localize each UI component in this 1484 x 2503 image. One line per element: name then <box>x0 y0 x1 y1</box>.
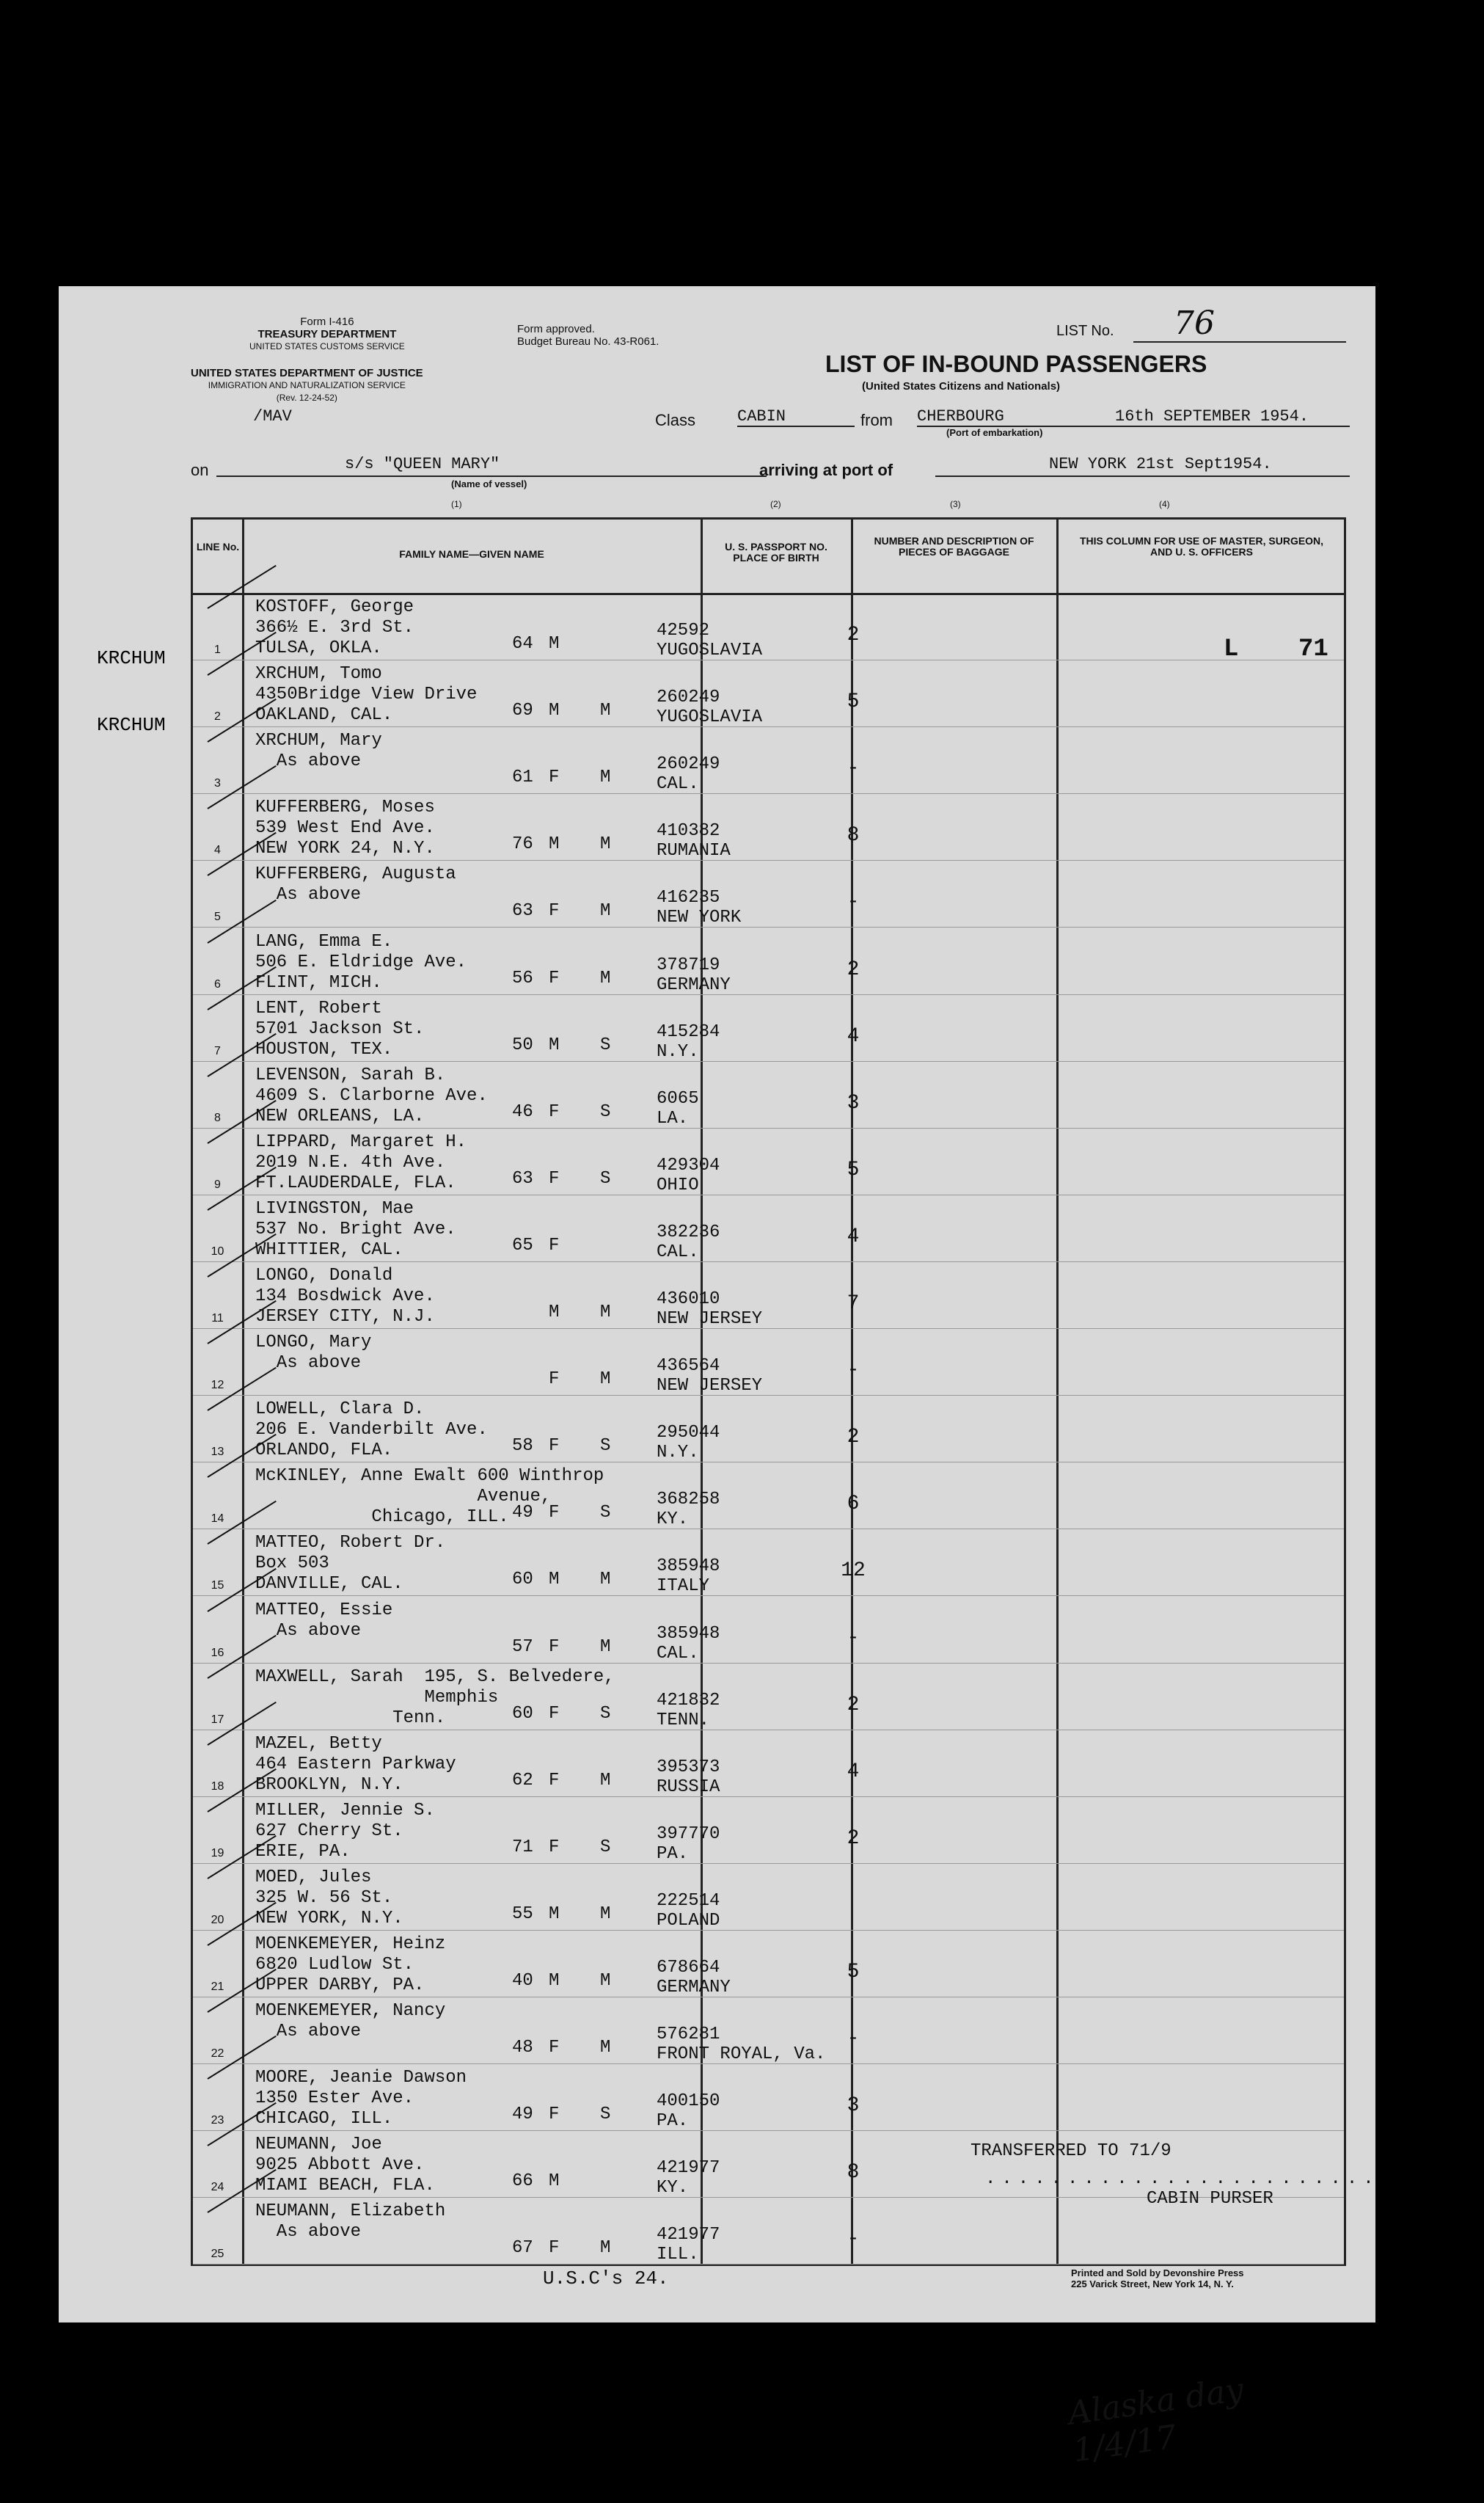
age: 49 <box>512 2105 533 2125</box>
passport-birthplace: 576281 FRONT ROYAL, Va. <box>657 2025 826 2065</box>
passport-birthplace: 385948 ITALY <box>657 1556 720 1597</box>
sex: F <box>549 1168 560 1189</box>
passport-birthplace: 397770 PA. <box>657 1823 720 1864</box>
embarkation-date: 16th SEPTEMBER 1954. <box>1115 407 1309 426</box>
passenger-name-address: LOWELL, Clara D. 206 E. Vanderbilt Ave. ORLANDO, FLA. <box>255 1399 488 1461</box>
line-number: 15 <box>211 1579 224 1592</box>
marital-status: M <box>600 701 611 721</box>
baggage-count: 3 <box>847 2094 860 2118</box>
marital-status: S <box>600 1436 611 1457</box>
passenger-name-address: XRCHUM, Tomo 4350Bridge View Drive OAKLAND, CAL. <box>255 664 478 726</box>
sex: M <box>549 1971 560 1991</box>
baggage-count: 8 <box>847 2161 860 2185</box>
table-row <box>193 2063 1344 2131</box>
class-label: Class <box>655 411 696 429</box>
baggage-count: 4 <box>847 1760 860 1783</box>
justice-dept: UNITED STATES DEPARTMENT OF JUSTICE <box>191 367 423 379</box>
baggage-count: - <box>847 757 860 781</box>
table-row <box>193 1395 1344 1462</box>
col-num-4: (4) <box>1159 499 1170 509</box>
passport-birthplace: 416235 NEW YORK <box>657 888 742 928</box>
sex: M <box>549 2171 560 2192</box>
list-number-underline <box>1133 341 1346 343</box>
line-number: 13 <box>211 1446 224 1459</box>
on-label: on <box>191 461 209 479</box>
passenger-name-address: KUFFERBERG, Augusta As above <box>255 864 456 906</box>
officer-note: L 71 <box>1224 635 1328 663</box>
ins-service: IMMIGRATION AND NATURALIZATION SERVICE <box>208 380 406 390</box>
passenger-name-address: MOORE, Jeanie Dawson 1350 Ester Ave. CHICAGO, ILL. <box>255 2068 467 2129</box>
line-number: 6 <box>214 977 221 991</box>
age: 66 <box>512 2171 533 2192</box>
baggage-count: - <box>847 2027 860 2051</box>
passenger-name-address: LANG, Emma E. 506 E. Eldridge Ave. FLINT, MICH. <box>255 931 467 993</box>
table-row <box>193 1930 1344 1997</box>
sex: M <box>549 1035 560 1055</box>
table-row <box>193 1663 1344 1730</box>
baggage-count: 5 <box>847 1158 860 1181</box>
passenger-name-address: LIPPARD, Margaret H. 2019 N.E. 4th Ave. FT.LAUDERDALE, FLA. <box>255 1132 467 1193</box>
line-number: 4 <box>214 844 221 857</box>
marital-status: S <box>600 1703 611 1724</box>
line-number: 3 <box>214 777 221 790</box>
handwritten-signature: Alaska day 1/4/17 <box>1065 2371 1246 2470</box>
passenger-name-address: LIVINGSTON, Mae 537 No. Bright Ave. WHITTIER, CAL. <box>255 1198 456 1260</box>
age: 76 <box>512 834 533 855</box>
passport-birthplace: 368258 KY. <box>657 1490 720 1530</box>
sex: F <box>549 1770 560 1790</box>
passenger-name-address: MATTEO, Essie As above <box>255 1600 393 1641</box>
treasury-dept: TREASURY DEPARTMENT <box>257 328 397 340</box>
age: 57 <box>512 1636 533 1657</box>
list-label: LIST No. <box>1056 323 1114 339</box>
marital-status: M <box>600 1302 611 1322</box>
table-header <box>193 520 1344 595</box>
line-number: 19 <box>211 1846 224 1859</box>
age: 63 <box>512 901 533 922</box>
col-num-3: (3) <box>950 499 961 509</box>
sex: M <box>549 1903 560 1924</box>
marital-status: M <box>600 1636 611 1657</box>
manifest-subtitle: (United States Citizens and Nationals) <box>862 380 1061 393</box>
printer-imprint: Printed and Sold by Devonshire Press 225 Varick Street, New York 14, N. Y. <box>1071 2267 1244 2289</box>
table-row <box>193 726 1344 794</box>
passport-birthplace: 385948 CAL. <box>657 1623 720 1664</box>
table-row <box>193 1462 1344 1529</box>
passport-birthplace: 429304 OHIO <box>657 1155 720 1195</box>
line-number: 8 <box>214 1111 221 1124</box>
line-number: 14 <box>211 1512 224 1526</box>
age: 65 <box>512 1235 533 1256</box>
passport-birthplace: 400150 PA. <box>657 2091 720 2132</box>
sex: F <box>549 901 560 922</box>
form-header-left <box>249 316 405 353</box>
passenger-name-address: MOENKEMEYER, Heinz 6820 Ludlow St. UPPER DARBY, PA. <box>255 1934 446 1995</box>
passport-birthplace: 421832 TENN. <box>657 1690 720 1730</box>
sex: F <box>549 1235 560 1256</box>
baggage-count: - <box>847 2228 860 2251</box>
baggage-count: 2 <box>847 958 860 981</box>
passenger-name-address: MAXWELL, Sarah 195, S. Belvedere, Memphis Tenn. <box>255 1666 615 1728</box>
baggage-count: 5 <box>847 691 860 714</box>
form-number: Form I-416 <box>300 316 354 328</box>
line-number: 25 <box>211 2248 224 2261</box>
line-number: 12 <box>211 1379 224 1392</box>
sex: F <box>549 1703 560 1724</box>
uscs-count: U.S.C's 24. <box>543 2267 669 2289</box>
baggage-count: 3 <box>847 1091 860 1115</box>
age: 50 <box>512 1035 533 1055</box>
passport-birthplace: 410382 RUMANIA <box>657 821 731 861</box>
age: 63 <box>512 1168 533 1189</box>
form-approval <box>517 323 659 348</box>
age: 60 <box>512 1703 533 1724</box>
sex: M <box>549 1570 560 1590</box>
marital-status: M <box>600 1570 611 1590</box>
col-baggage: NUMBER AND DESCRIPTION OF PIECES OF BAGGAGE <box>874 535 1034 558</box>
age: 46 <box>512 1101 533 1122</box>
passenger-name-address: LONGO, Donald 134 Bosdwick Ave. JERSEY CITY, N.J. <box>255 1266 435 1327</box>
arrival-port-date: NEW YORK 21st Sept1954. <box>1049 455 1272 473</box>
marital-status: M <box>600 2038 611 2058</box>
list-number: 76 <box>1174 305 1215 342</box>
passport-birthplace: 421977 KY. <box>657 2158 720 2198</box>
marital-status: S <box>600 1503 611 1523</box>
baggage-count: 2 <box>847 1426 860 1449</box>
passport-birthplace: 260249 YUGOSLAVIA <box>657 688 763 728</box>
age: 48 <box>512 2038 533 2058</box>
table-row <box>193 928 1344 995</box>
budget-bureau: Budget Bureau No. 43-R061. <box>517 335 659 348</box>
baggage-count: - <box>847 1359 860 1382</box>
baggage-count: 2 <box>847 1693 860 1716</box>
passenger-name-address: MATTEO, Robert Dr. Box 503 DANVILLE, CAL. <box>255 1533 446 1595</box>
vessel-underline <box>216 476 767 477</box>
passport-birthplace: 415284 N.Y. <box>657 1021 720 1062</box>
passenger-name-address: MOENKEMEYER, Nancy As above <box>255 2001 446 2042</box>
passenger-name-address: KOSTOFF, George 366½ E. 3rd St. TULSA, OKLA. <box>255 597 414 658</box>
passenger-name-address: MOED, Jules 325 W. 56 St. NEW YORK, N.Y. <box>255 1867 403 1928</box>
line-number: 11 <box>211 1312 224 1325</box>
age: 61 <box>512 768 533 788</box>
table-row <box>193 1195 1344 1262</box>
sex: F <box>549 768 560 788</box>
baggage-count: - <box>847 1626 860 1650</box>
table-row <box>193 1596 1344 1664</box>
sex: F <box>549 968 560 988</box>
from-label: from <box>860 411 893 429</box>
manifest-title: LIST OF IN-BOUND PASSENGERS <box>825 351 1207 377</box>
revision: (Rev. 12-24-52) <box>276 393 337 403</box>
marital-status: S <box>600 1168 611 1189</box>
marital-status: M <box>600 834 611 855</box>
col-officers: THIS COLUMN FOR USE OF MASTER, SURGEON, AND U. S. OFFICERS <box>1079 535 1324 558</box>
table-row <box>193 593 1344 660</box>
baggage-count: - <box>847 891 860 914</box>
sex: F <box>549 1503 560 1523</box>
form-header-justice <box>191 367 423 404</box>
age: 69 <box>512 701 533 721</box>
col-num-2: (2) <box>770 499 781 509</box>
baggage-count: 7 <box>847 1292 860 1315</box>
table-row <box>193 994 1344 1062</box>
marital-status: M <box>600 901 611 922</box>
passport-birthplace: 436010 NEW JERSEY <box>657 1289 763 1329</box>
age: 40 <box>512 1971 533 1991</box>
table-row <box>193 1328 1344 1396</box>
passenger-name-address: MAZEL, Betty 464 Eastern Parkway BROOKLYN, N.Y. <box>255 1733 456 1795</box>
table-row <box>193 1061 1344 1129</box>
passport-birthplace: 436564 NEW JERSEY <box>657 1356 763 1396</box>
passenger-name-address: XRCHUM, Mary As above <box>255 731 382 772</box>
line-number: 23 <box>211 2114 224 2127</box>
col-line-no: LINE No. <box>196 541 240 553</box>
passenger-name-address: LEVENSON, Sarah B. 4609 S. Clarborne Ave. NEW ORLEANS, LA. <box>255 1065 488 1126</box>
sex: M <box>549 701 560 721</box>
col-name: FAMILY NAME—GIVEN NAME <box>399 548 544 560</box>
dotted-line: ........................ <box>985 2169 1380 2189</box>
marital-status: M <box>600 1971 611 1991</box>
line-number: 18 <box>211 1779 224 1793</box>
sex: F <box>549 1369 560 1390</box>
age: 60 <box>512 1570 533 1590</box>
passport-birthplace: 42592 YUGOSLAVIA <box>657 621 763 660</box>
passport-birthplace: 222514 POLAND <box>657 1890 720 1931</box>
sex: F <box>549 1101 560 1122</box>
table-row <box>193 793 1344 861</box>
vessel-name: s/s "QUEEN MARY" <box>345 455 500 473</box>
passenger-name-address: KUFFERBERG, Moses 539 West End Ave. NEW YORK 24, N.Y. <box>255 798 435 859</box>
from-value: CHERBOURG <box>917 407 1350 427</box>
passport-birthplace: 678664 GERMANY <box>657 1958 731 1997</box>
marital-status: M <box>600 2238 611 2259</box>
line-number: 2 <box>214 710 221 724</box>
line-number: 21 <box>211 1981 224 1993</box>
passport-birthplace: 260249 CAL. <box>657 754 720 795</box>
baggage-count: 5 <box>847 1961 860 1983</box>
line-number: 22 <box>211 2047 224 2061</box>
passenger-name-address: NEUMANN, Joe 9025 Abbott Ave. MIAMI BEACH, FLA. <box>255 2135 435 2196</box>
passport-birthplace: 421977 ILL. <box>657 2225 720 2265</box>
table-row <box>193 660 1344 727</box>
marital-status: M <box>600 1903 611 1924</box>
sex: M <box>549 1302 560 1322</box>
passport-birthplace: 378719 GERMANY <box>657 955 731 995</box>
table-row <box>193 1529 1344 1596</box>
sex: M <box>549 634 560 654</box>
baggage-count: 12 <box>841 1559 866 1583</box>
passport-birthplace: 382236 CAL. <box>657 1222 720 1262</box>
table-row <box>193 1128 1344 1195</box>
marital-status: S <box>600 1101 611 1122</box>
class-value: CABIN <box>737 407 855 427</box>
line-number: 16 <box>211 1646 224 1659</box>
passport-birthplace: 395373 RUSSIA <box>657 1757 720 1797</box>
line-number: 17 <box>211 1713 224 1726</box>
marital-status: M <box>600 1770 611 1790</box>
marital-status: S <box>600 1035 611 1055</box>
age: 71 <box>512 1837 533 1857</box>
purser-title: CABIN PURSER <box>1147 2189 1273 2209</box>
table-row <box>193 1796 1344 1864</box>
margin-note-krchum: KRCHUM <box>97 714 166 736</box>
passenger-name-address: McKINLEY, Anne Ewalt 600 Winthrop Avenue, Chicago, ILL. <box>255 1466 604 1528</box>
age: 56 <box>512 968 533 988</box>
sex: F <box>549 1837 560 1857</box>
manifest-page <box>59 286 1380 2470</box>
baggage-count: 8 <box>847 824 860 848</box>
sex: F <box>549 1636 560 1657</box>
baggage-count: 4 <box>847 1225 860 1248</box>
marital-status: M <box>600 768 611 788</box>
marital-status: S <box>600 1837 611 1857</box>
sex: F <box>549 2105 560 2125</box>
age: 49 <box>512 1503 533 1523</box>
line-number: 20 <box>211 1913 224 1926</box>
passport-birthplace: 6065 LA. <box>657 1088 699 1129</box>
embark-caption: (Port of embarkation) <box>946 427 1043 438</box>
baggage-count: 4 <box>847 1024 860 1048</box>
age: 62 <box>512 1770 533 1790</box>
transferred-note: TRANSFERRED TO 71/9 <box>971 2141 1172 2161</box>
age: 58 <box>512 1436 533 1457</box>
baggage-count: 2 <box>847 624 860 646</box>
arrival-underline <box>935 476 1350 477</box>
marital-status: M <box>600 1369 611 1390</box>
approval-text: Form approved. <box>517 323 595 335</box>
line-number: 7 <box>214 1044 221 1057</box>
col-passport: U. S. PASSPORT NO. PLACE OF BIRTH <box>725 541 827 564</box>
passenger-name-address: LENT, Robert 5701 Jackson St. HOUSTON, TEX. <box>255 998 425 1060</box>
passenger-name-address: NEUMANN, Elizabeth As above <box>255 2201 446 2243</box>
passenger-name-address: LONGO, Mary As above <box>255 1333 372 1374</box>
passport-birthplace: 295044 N.Y. <box>657 1423 720 1463</box>
table-row <box>193 1863 1344 1931</box>
age: 64 <box>512 634 533 654</box>
line-number: 24 <box>211 2181 224 2194</box>
baggage-count: 6 <box>847 1493 860 1516</box>
vessel-caption: (Name of vessel) <box>451 478 527 489</box>
clerk-initials: /MAV <box>253 407 292 426</box>
sex: F <box>549 2238 560 2259</box>
col-num-1: (1) <box>451 499 462 509</box>
arriving-label: arriving at port of <box>759 461 893 479</box>
line-number: 1 <box>214 644 221 656</box>
age: 55 <box>512 1903 533 1924</box>
age: 67 <box>512 2238 533 2259</box>
table-row <box>193 1261 1344 1329</box>
line-number: 5 <box>214 911 221 924</box>
table-row <box>193 1730 1344 1797</box>
baggage-count: 2 <box>847 1826 860 1850</box>
marital-status: S <box>600 2105 611 2125</box>
marital-status: M <box>600 968 611 988</box>
margin-note-krchum: KRCHUM <box>97 647 166 669</box>
sex: F <box>549 1436 560 1457</box>
passenger-name-address: MILLER, Jennie S. 627 Cherry St. ERIE, PA. <box>255 1800 435 1862</box>
customs-service: UNITED STATES CUSTOMS SERVICE <box>249 341 405 351</box>
sex: M <box>549 834 560 855</box>
table-row <box>193 1997 1344 2064</box>
line-number: 9 <box>214 1178 221 1191</box>
sex: F <box>549 2038 560 2058</box>
table-row <box>193 860 1344 928</box>
line-number: 10 <box>211 1245 224 1258</box>
